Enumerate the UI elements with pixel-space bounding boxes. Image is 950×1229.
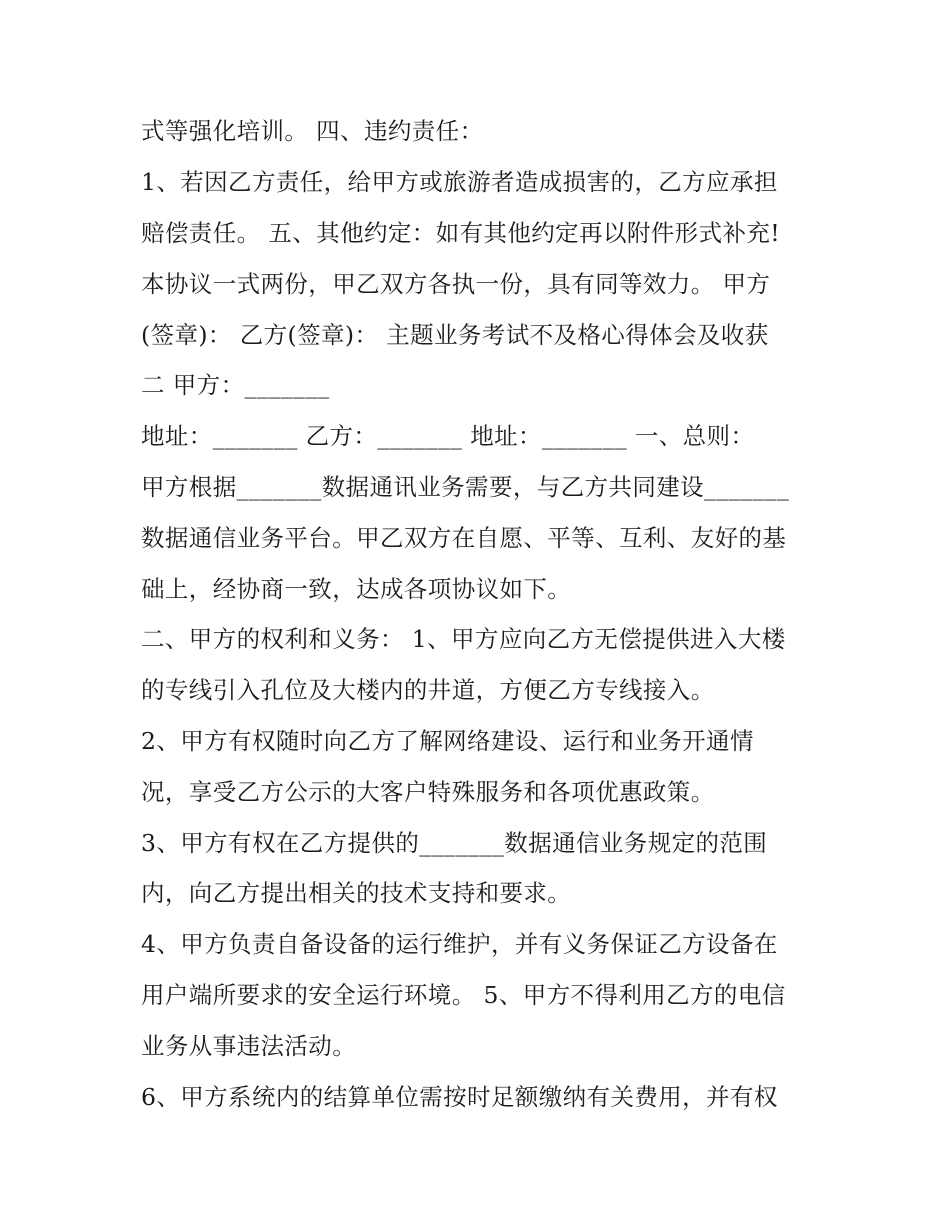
text-line: 本协议一式两份，甲乙双方各执一份，具有同等效力。 甲方 [141,270,771,298]
text-line: 数据通信业务平台。甲乙双方在自愿、平等、互利、友好的基 [141,524,787,552]
text-line: 况，享受乙方公示的大客户特殊服务和各项优惠政策。 [141,778,715,806]
text-line: 的专线引入孔位及大楼内的井道，方便乙方专线接入。 [141,676,715,704]
text-line: 业务从事违法活动。 [141,1032,357,1060]
text-line: 赔偿责任。 五、其他约定：如有其他约定再以附件形式补充! [141,219,781,247]
text-line: 二、甲方的权利和义务： 1、甲方应向乙方无偿提供进入大楼 [141,625,786,653]
text-line: 1、若因乙方责任，给甲方或旅游者造成损害的，乙方应承担 [141,168,778,196]
text-line: (签章)： 乙方(签章)： 主题业务考试不及格心得体会及收获 [141,321,769,349]
text-line: 3、甲方有权在乙方提供的_______数据通信业务规定的范围 [141,829,768,857]
text-line: 内，向乙方提出相关的技术支持和要求。 [141,879,572,907]
text-line: 甲方根据_______数据通讯业务需要，与乙方共同建设_______ [141,473,790,501]
text-line: 2、甲方有权随时向乙方了解网络建设、运行和业务开通情 [141,727,754,755]
text-line: 6、甲方系统内的结算单位需按时足额缴纳有关费用，并有权 [141,1083,778,1111]
text-line: 4、甲方负责自备设备的运行维护，并有义务保证乙方设备在 [141,930,778,958]
text-line: 用户端所要求的安全运行环境。 5、甲方不得利用乙方的电信 [141,981,786,1009]
text-line: 地址：_______ 乙方：_______ 地址：_______ 一、总则： [141,422,755,450]
text-line: 二 甲方：_______ [141,371,330,399]
text-line: 础上，经协商一致，达成各项协议如下。 [141,575,572,603]
text-line: 式等强化培训。 四、违约责任： [141,117,484,145]
